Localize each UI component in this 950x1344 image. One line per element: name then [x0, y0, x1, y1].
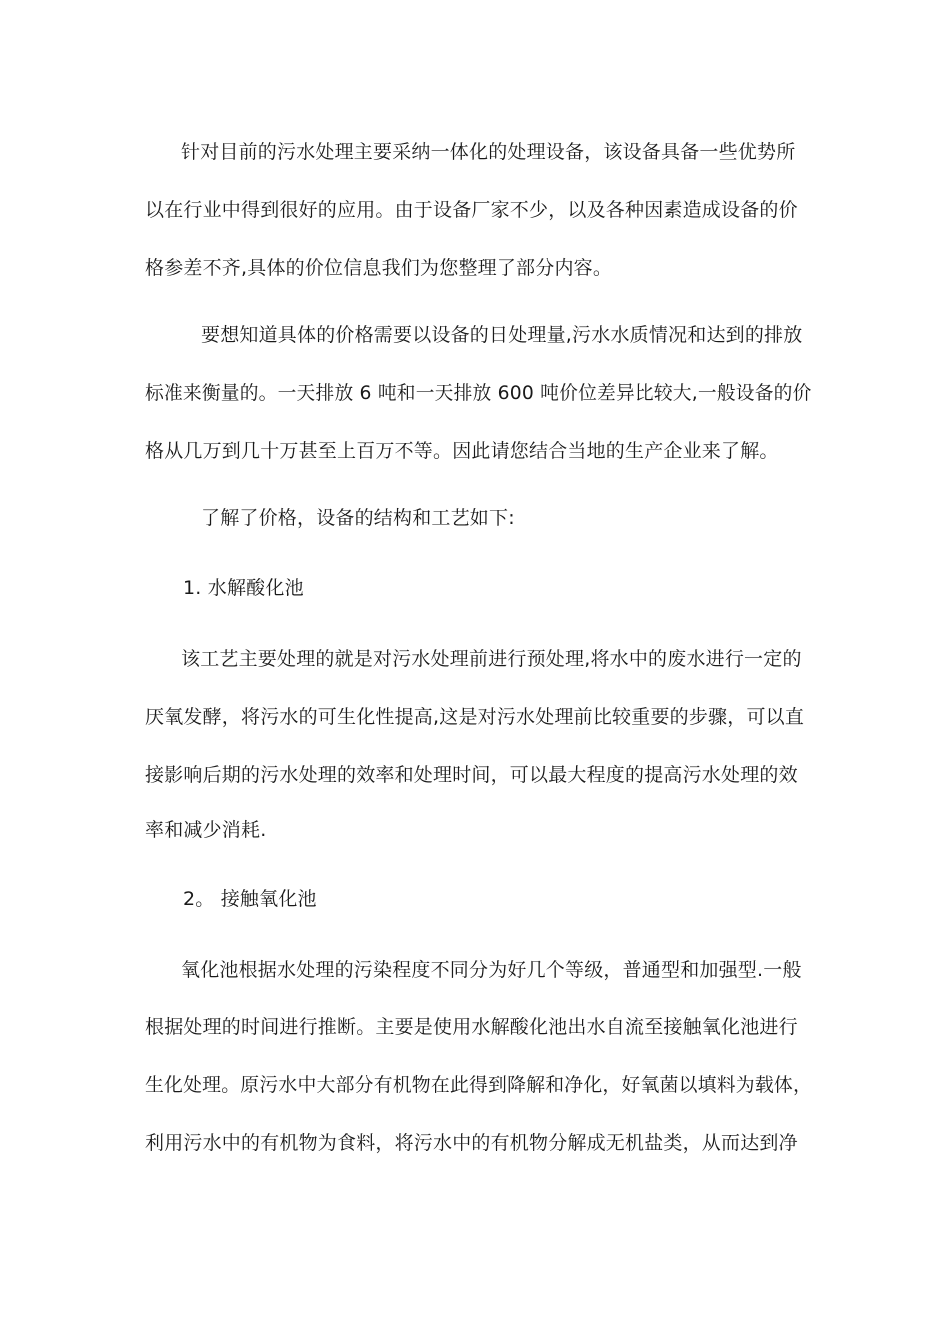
text-line: 格参差不齐,具体的价位信息我们为您整理了部分内容。	[145, 257, 613, 279]
section-heading: 2。 接触氧化池	[183, 888, 317, 910]
section-heading: 1. 水解酸化池	[183, 577, 304, 599]
text-line: 针对目前的污水处理主要采纳一体化的处理设备，该设备具备一些优势所	[181, 141, 796, 163]
text-line: 要想知道具体的价格需要以设备的日处理量,污水水质情况和达到的排放	[201, 324, 803, 346]
text-line: 根据处理的时间进行推断。主要是使用水解酸化池出水自流至接触氧化池进行	[145, 1016, 798, 1038]
text-line: 格从几万到几十万甚至上百万不等。因此请您结合当地的生产企业来了解。	[145, 440, 779, 462]
text-line: 接影响后期的污水处理的效率和处理时间，可以最大程度的提高污水处理的效	[145, 764, 798, 786]
text-line: 以在行业中得到很好的应用。由于设备厂家不少，以及各种因素造成设备的价	[145, 199, 798, 221]
text-line: 了解了价格，设备的结构和工艺如下:	[201, 507, 515, 529]
text-line: 氧化池根据水处理的污染程度不同分为好几个等级，普通型和加强型.一般	[181, 959, 802, 981]
text-line: 厌氧发酵，将污水的可生化性提高,这是对污水处理前比较重要的步骤，可以直	[145, 706, 805, 728]
text-line: 生化处理。原污水中大部分有机物在此得到降解和净化，好氧菌以填料为载体，	[145, 1074, 813, 1096]
text-line: 该工艺主要处理的就是对污水处理前进行预处理,将水中的废水进行一定的	[181, 648, 802, 670]
text-line: 标准来衡量的。一天排放 6 吨和一天排放 600 吨价位差异比较大,一般设备的价	[145, 382, 812, 404]
text-line: 率和减少消耗.	[145, 819, 267, 841]
text-line: 利用污水中的有机物为食料，将污水中的有机物分解成无机盐类，从而达到净	[145, 1132, 798, 1154]
